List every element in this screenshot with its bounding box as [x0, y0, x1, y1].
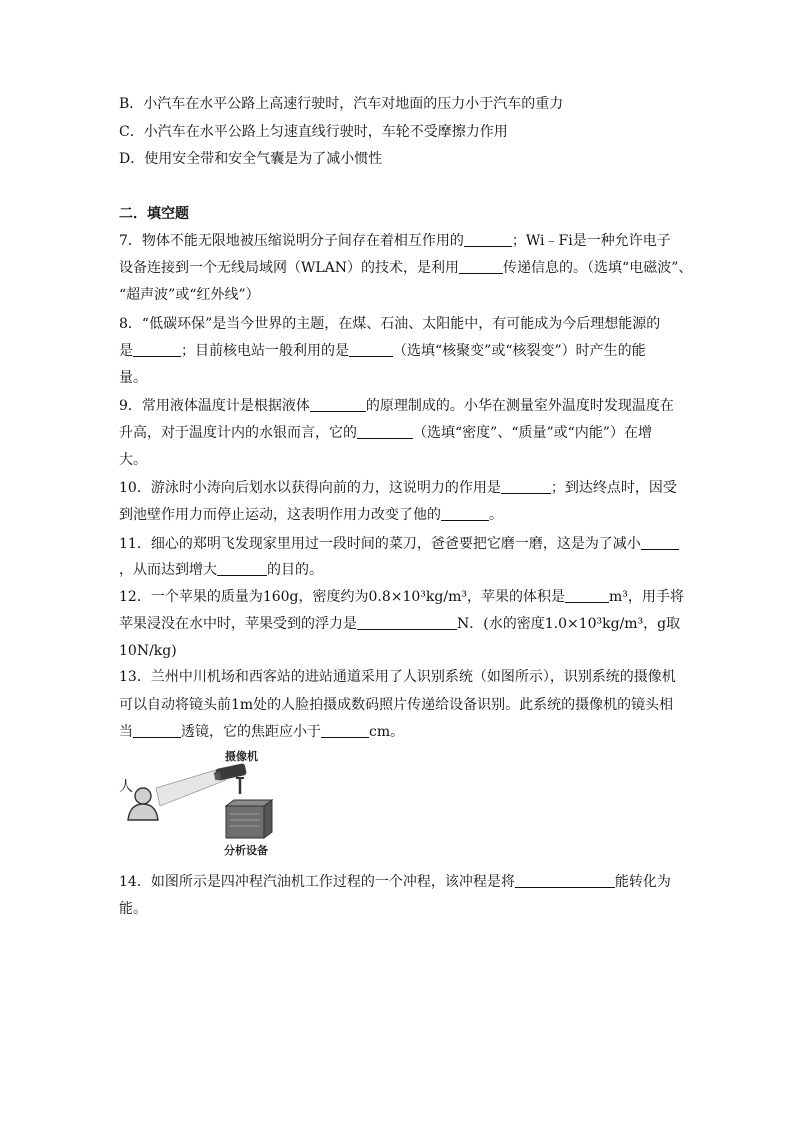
- q13-blank-1[interactable]: [133, 722, 181, 738]
- q7-line-1: [119, 231, 671, 251]
- person-label: 人: [119, 779, 133, 795]
- camera-icon: [214, 763, 247, 794]
- q13-line-1: 13．兰州中川机场和西客站的进站通道采用了人识别系统（如图所示），识别系统的摄像机: [119, 669, 676, 685]
- q12-text-2a: 苹果浸没在水中时，苹果受到的浮力是: [119, 616, 357, 632]
- q10-line-2: [119, 505, 503, 525]
- q9-text-2a: 升高，对于温度计内的水银而言，它的: [119, 425, 357, 441]
- q10-text-1b: ；到达终点时，因受: [550, 480, 677, 496]
- option-d: D．使用安全带和安全气囊是为了减小惯性: [119, 151, 383, 167]
- q9-text-2b: （选填“密度”、“质量”或“内能”）在增: [413, 425, 652, 441]
- q13-text-3a: 当: [119, 724, 133, 740]
- q10-text-2b: 。: [489, 507, 503, 523]
- q9-blank-2[interactable]: [357, 423, 413, 439]
- q9-text-1b: 的原理制成的。小华在测量室外温度时发现温度在: [365, 398, 674, 414]
- q7-blank-2[interactable]: [459, 258, 503, 274]
- q9-line-2: [119, 423, 652, 443]
- q7-text-1b: ；Wi﹣Fi是一种允许电子: [511, 233, 671, 249]
- q11-line-1: [119, 534, 679, 554]
- q8-text-2b: ；目前核电站一般利用的是: [181, 343, 349, 359]
- q12-text-1a: 12．一个苹果的质量为160g，密度约为0.8×10³kg/m³，苹果的体积是: [119, 589, 565, 605]
- q14-line-1: [119, 872, 671, 892]
- q8-blank-1[interactable]: [133, 341, 181, 357]
- q8-line-1: 8．“低碳环保”是当今世界的主题，在煤、石油、太阳能中，有可能成为今后理想能源的: [119, 316, 661, 332]
- face-recognition-figure: [116, 748, 286, 860]
- q10-blank-1[interactable]: [501, 478, 551, 494]
- q14-blank-1[interactable]: [515, 872, 615, 888]
- q7-text-2b: 传递信息的。（选填“电磁波”、: [503, 260, 693, 276]
- q13-text-3b: 透镜，它的焦距应小于: [181, 724, 321, 740]
- q13-text-3c: cm。: [369, 724, 405, 740]
- q8-text-2c: （选填“核聚变”或“核裂变”）时产生的能: [393, 343, 646, 359]
- q11-blank-2[interactable]: [217, 560, 267, 576]
- q12-text-2b: N．(水的密度1.0×10³kg/m³，g取: [457, 616, 681, 632]
- option-b: B．小汽车在水平公路上高速行驶时，汽车对地面的压力小于汽车的重力: [119, 96, 564, 112]
- q10-text-1a: 10．游泳时小涛向后划水以获得向前的力，这说明力的作用是: [119, 480, 501, 496]
- camera-label: 摄像机: [225, 750, 258, 763]
- q14-line-2: 能。: [119, 901, 147, 917]
- q10-line-1: [119, 478, 677, 498]
- q12-line-1: [119, 587, 684, 607]
- q11-text-2b: 的目的。: [267, 562, 323, 578]
- q7-line-2: [119, 258, 692, 278]
- q14-text-1b: 能转化为: [614, 874, 671, 890]
- q12-blank-1[interactable]: [565, 587, 609, 603]
- q12-line-3: 10N/kg): [119, 643, 177, 659]
- q14-text-1a: 14．如图所示是四冲程汽油机工作过程的一个冲程，该冲程是将: [119, 874, 515, 890]
- q9-blank-1[interactable]: [310, 396, 366, 412]
- q12-text-1b: m³，用手将: [608, 589, 684, 605]
- q13-line-3: [119, 722, 404, 742]
- q7-blank-1[interactable]: [464, 231, 512, 247]
- q11-text-2a: ，从而达到增大: [119, 562, 217, 578]
- q11-line-2: [119, 560, 323, 580]
- q8-line-3: 量。: [119, 370, 147, 386]
- q11-text-1: 11．细心的郑明飞发现家里用过一段时间的菜刀，爸爸要把它磨一磨，这是为了减小: [119, 536, 641, 552]
- q10-blank-2[interactable]: [441, 505, 489, 521]
- device-label: 分析设备: [224, 844, 268, 857]
- q11-blank-1[interactable]: [641, 534, 679, 550]
- section-title: 二．填空题: [119, 206, 189, 222]
- q10-text-2a: 到池壁作用力而停止运动，这表明作用力改变了他的: [119, 507, 441, 523]
- option-c: C．小汽车在水平公路上匀速直线行驶时，车轮不受摩擦力作用: [119, 124, 508, 140]
- q7-line-3: “超声波”或“红外线”）: [119, 287, 260, 303]
- q8-blank-2[interactable]: [349, 341, 393, 357]
- q12-line-2: [119, 614, 680, 634]
- q9-line-3: 大。: [119, 452, 147, 468]
- q7-text-1a: 7．物体不能无限地被压缩说明分子间存在着相互作用的: [119, 233, 464, 249]
- q8-text-2a: 是: [119, 343, 133, 359]
- q9-line-1: [119, 396, 674, 416]
- q7-text-2a: 设备连接到一个无线局域网（WLAN）的技术，是利用: [119, 260, 460, 276]
- q9-text-1a: 9．常用液体温度计是根据液体: [119, 398, 310, 414]
- q12-blank-2[interactable]: [357, 614, 457, 630]
- q8-line-2: [119, 341, 646, 361]
- q13-blank-2[interactable]: [321, 722, 369, 738]
- analysis-device-icon: [226, 800, 272, 838]
- q13-line-2: 可以自动将镜头前1m处的人脸拍摄成数码照片传递给设备识别。此系统的摄像机的镜头相: [119, 697, 674, 713]
